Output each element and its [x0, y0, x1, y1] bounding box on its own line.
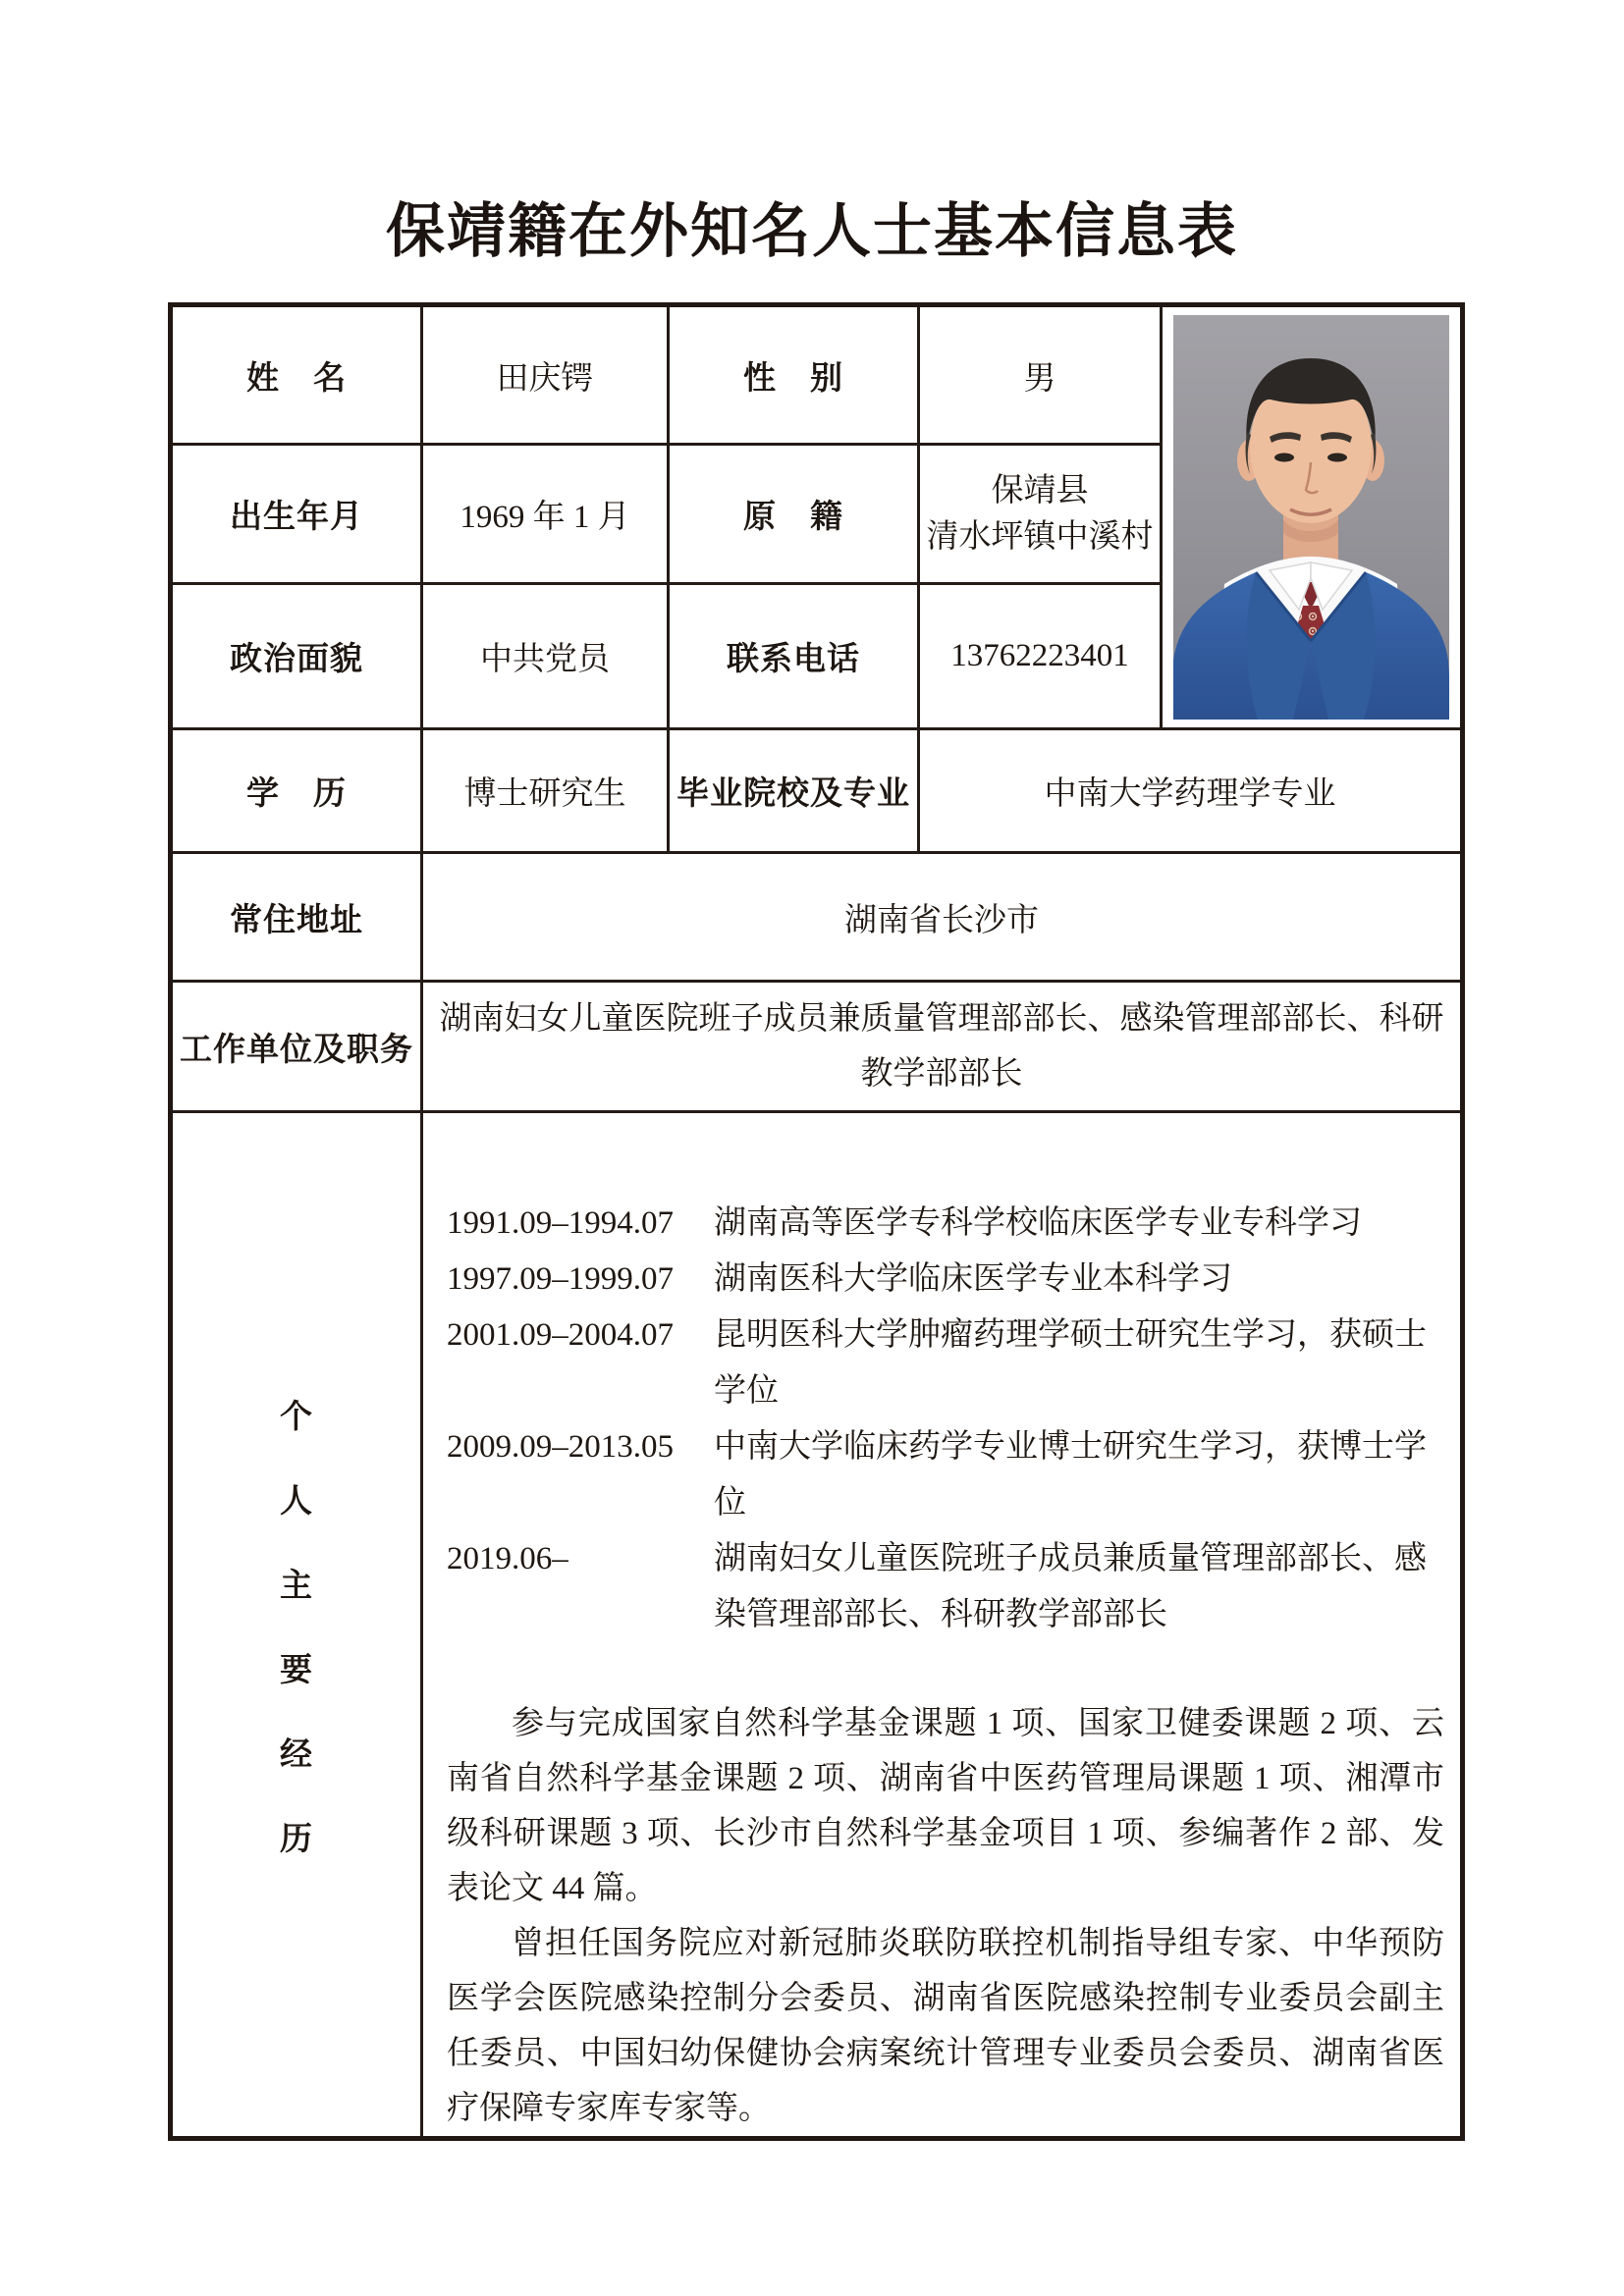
origin-value-line1: 保靖县	[991, 472, 1089, 508]
experience-desc: 湖南医科大学临床医学专业本科学习	[714, 1261, 1232, 1297]
biography-label-char: 要	[280, 1652, 313, 1688]
experience-desc: 湖南妇女儿童医院班子成员兼质量管理部部长、感染管理部部长、科研教学部部长	[714, 1541, 1427, 1632]
experience-desc: 昆明医科大学肿瘤药理学硕士研究生学习，获硕士学位	[714, 1317, 1427, 1409]
row-education-school	[171, 729, 1463, 853]
experience-item	[447, 1531, 1446, 1643]
biography-inner	[423, 1113, 1460, 2136]
phone-value: 13762223401	[919, 584, 1162, 729]
birth-value: 1969 年 1 月	[422, 445, 669, 584]
row-name-gender	[171, 305, 1463, 445]
experience-date: 2009.09–2013.05	[447, 1429, 674, 1465]
positions-paragraph: 曾担任国务院应对新冠肺炎联防联控机制指导组专家、中华预防医学会医院感染控制分会委员、湖南省医院感染控制专业委员会副主任委员、中国妇幼保健协会病案统计管理专业委员会委员、湖南省医疗保障专家库专家等。	[447, 1926, 1444, 2126]
biography-label-vertical	[173, 1391, 420, 1859]
row-work	[171, 982, 1463, 1112]
experience-item	[447, 1308, 1446, 1419]
basic-info-table	[168, 302, 1465, 2141]
biography-label-char: 个	[280, 1399, 313, 1435]
birth-label: 出生年月	[171, 445, 422, 584]
row-address	[171, 853, 1463, 982]
experience-date: 1997.09–1999.07	[447, 1261, 674, 1297]
biography-label-char: 经	[280, 1736, 313, 1773]
address-value: 湖南省长沙市	[422, 853, 1463, 982]
phone-label: 联系电话	[669, 584, 919, 729]
gender-value: 男	[919, 305, 1162, 445]
education-value: 博士研究生	[422, 729, 669, 853]
origin-label: 原 籍	[669, 445, 919, 584]
origin-value	[919, 445, 1162, 584]
biography-label-char: 人	[280, 1483, 313, 1520]
biography-label-char: 主	[280, 1568, 313, 1604]
name-value: 田庆锷	[422, 305, 669, 445]
page-title: 保靖籍在外知名人士基本信息表	[386, 199, 1238, 264]
experience-date: 2019.06–	[447, 1541, 568, 1576]
education-label: 学 历	[171, 729, 422, 853]
achievements-paragraph: 参与完成国家自然科学基金课题 1 项、国家卫健委课题 2 项、云南省自然科学基金课题 2 项、湖南省中医药管理局课题 1 项、湘潭市级科研课题 3 项、长沙市自然科学基金项目 1 项、参编著作 2 部、发表论文 44 篇。	[447, 1706, 1444, 1906]
biography-label-char: 历	[280, 1821, 313, 1857]
biography-content	[422, 1112, 1463, 2139]
school-label: 毕业院校及专业	[669, 729, 919, 853]
portrait-photo-graphic	[1173, 315, 1449, 720]
address-label: 常住地址	[171, 853, 422, 982]
name-label: 姓 名	[171, 305, 422, 445]
political-label: 政治面貌	[171, 584, 422, 729]
work-value: 湖南妇女儿童医院班子成员兼质量管理部部长、感染管理部部长、科研教学部部长	[422, 982, 1463, 1112]
work-label: 工作单位及职务	[171, 982, 422, 1112]
school-value: 中南大学药理学专业	[919, 729, 1463, 853]
experience-desc: 中南大学临床药学专业博士研究生学习，获博士学位	[714, 1429, 1427, 1521]
photo-cell	[1162, 305, 1463, 729]
political-value: 中共党员	[422, 584, 669, 729]
biography-label	[171, 1112, 422, 2139]
portrait-photo	[1173, 315, 1449, 720]
experience-date: 1991.09–1994.07	[447, 1205, 674, 1241]
row-biography	[171, 1112, 1463, 2139]
experience-date: 2001.09–2004.07	[447, 1317, 674, 1353]
experience-desc: 湖南高等医学专科学校临床医学专业专科学习	[714, 1205, 1362, 1241]
experience-item	[447, 1196, 1446, 1252]
gender-label: 性 别	[669, 305, 919, 445]
origin-value-line2: 清水坪镇中溪村	[926, 518, 1154, 555]
biography-paragraphs	[447, 1696, 1446, 2136]
experience-item	[447, 1419, 1446, 1531]
experience-item	[447, 1252, 1446, 1308]
